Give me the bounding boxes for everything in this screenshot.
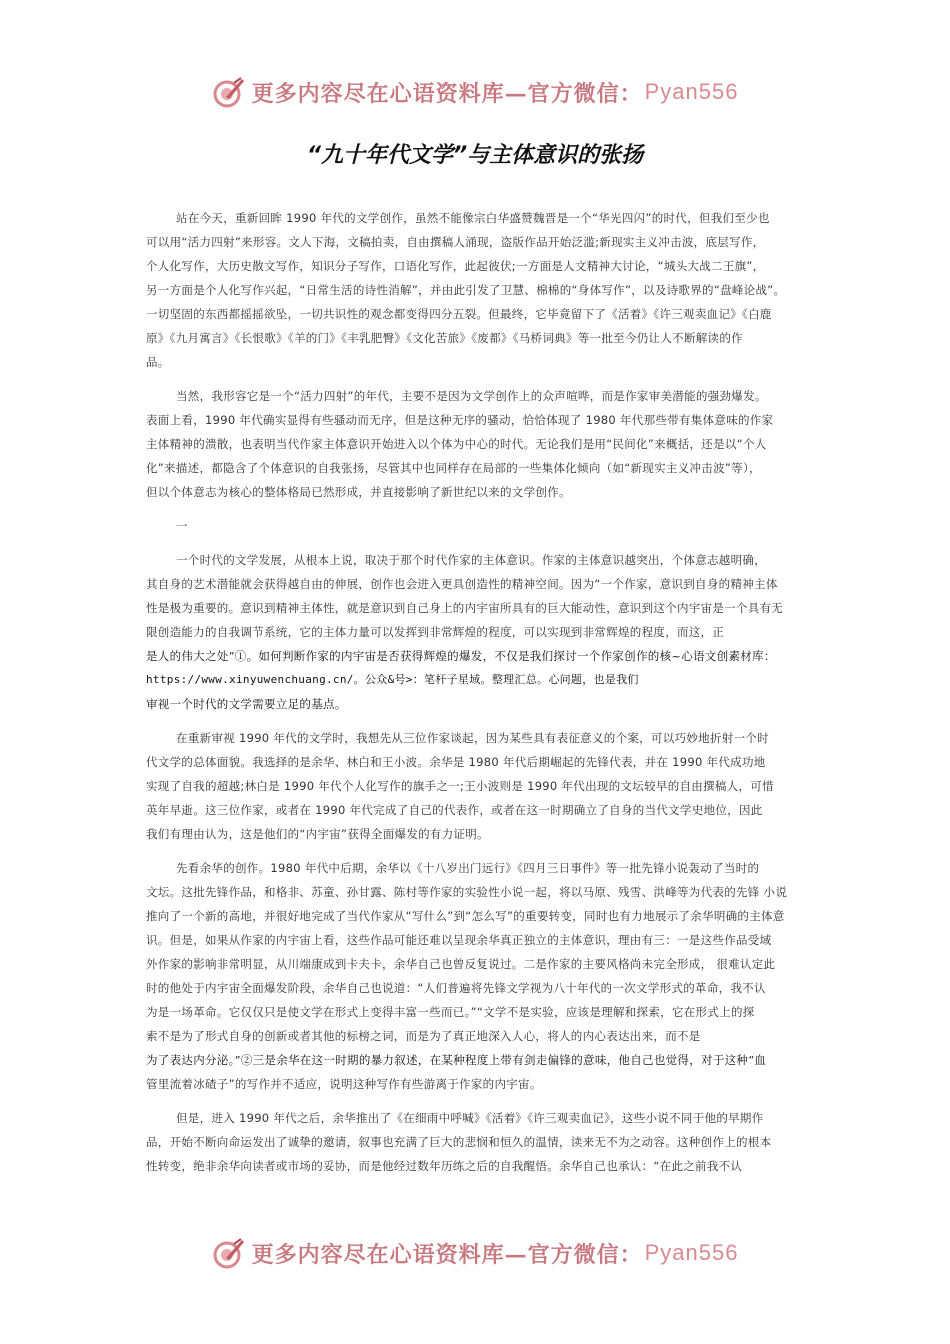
article-body [146, 206, 814, 1178]
text-line: 外作家的影响非常明显，从川端康成到卡夫卡，余华自己也曾反复说过。二是作家的主要风格尚未完全形成， 很难认定此 [146, 957, 776, 971]
text-line: 英年早逝。这三位作家，或者在 1990 年代完成了自己的代表作，或者在这一时期确立了自身的当代文学史地位，因此 [146, 803, 763, 817]
text-line: 文坛。这批先锋作品，和格非、苏童、孙甘露、陈村等作家的实验性小说一起，将以马原、残雪、洪峰等为代表的先锋 小说 [146, 885, 788, 899]
header-banner [0, 72, 950, 112]
footer-banner [0, 1233, 950, 1273]
text-line: 但是，进入 1990 年代之后，余华推出了《在细雨中呼喊》《活着》《许三观卖血记》，这些小说不同于他的早期作 [176, 1111, 764, 1125]
text-line: 限创造能力的自我调节系统，它的主体力量可以发挥到非常辉煌的程度，可以实现到非常辉煌的程度，而这，正 [146, 625, 725, 639]
text-line: 当然，我形容它是一个“活力四射”的年代，主要不是因为文学创作上的众声喧哗，而是作家审美潜能的强劲爆发。 [176, 389, 767, 403]
text-line: 站在今天，重新回眸 1990 年代的文学创作，虽然不能像宗白华盛赞魏晋是一个“华光四闪”的时代，但我们至少也 [176, 211, 770, 225]
quill-logo-icon [212, 75, 246, 109]
text-line: 实现了自我的超越;林白是 1990 年代个人化写作的旗手之一;王小波则是 1990 年代出现的文坛较早的自由撰稿人，可惜 [146, 779, 774, 793]
text-line: 原》《九月寓言》《长恨歌》《羊的门》《丰乳肥臀》《文化苦旅》《废都》《马桥词典》等一批至今仍让人不断解读的作 [146, 331, 743, 345]
text-line: 品，开始不断向命运发出了诚挚的邀请，叙事也充满了巨大的悲悯和恒久的温情，读来无不为之动容。这种创作上的根本 [146, 1135, 772, 1149]
text-line: 时的他处于内宇宙全面爆发阶段，余华自己也说道：“人们普遍将先锋文学视为八十年代的一次文学形式的革命，我不认 [146, 981, 766, 995]
text-line: 我们有理由认为，这是他们的“内宇宙”获得全面爆发的有力证明。 [146, 827, 489, 841]
text-line: 表面上看，1990 年代确实显得有些骚动而无序，但是这种无序的骚动，恰恰体现了 1980 年代那些带有集体意味的作家 [146, 413, 774, 427]
text-line: 为是一场革命。它仅仅只是使文学在形式上变得丰富一些而已。”“文学不是实验，应该是理解和探索，它在形式上的探 [146, 1005, 755, 1019]
quill-logo-icon [212, 1236, 246, 1270]
text-line: 在重新审视 1990 年代的文学时，我想先从三位作家谈起，因为某些具有表征意义的个案，可以巧妙地折射一个时 [176, 731, 769, 745]
text-line: 品。 [146, 355, 170, 369]
text-line: 一切坚固的东西都摇摇欲坠，一切共识性的观念都变得四分五裂。但最终，它毕竟留下了《活着》《许三观卖血记》《白鹿 [146, 307, 772, 321]
text-line: 性转变，绝非余华向读者或市场的妥协，而是他经过数年历练之后的自我醒悟。余华自己也承认：“在此之前我不认 [146, 1159, 743, 1173]
text-line: 管里流着冰碴子”的写作并不适应，说明这种写作有些游离于作家的内宇宙。 [146, 1077, 542, 1091]
banner-wechat-id: Pyan556 [644, 1240, 739, 1265]
text-line: 性是极为重要的。意识到精神主体性，就是意识到自己身上的内宇宙所具有的巨大能动性，意识到这个内宇宙是一个具有无 [146, 601, 784, 615]
text-line: 推向了一个新的高地，并很好地完成了当代作家从“写什么”到“怎么写”的重要转变，同时也有力地展示了余华明确的主体意 [146, 909, 785, 923]
text-line: 个人化写作，大历史散文写作，知识分子写作，口语化写作，此起彼伏;一方面是人文精神大讨论，“城头大战二王旗”， [146, 259, 765, 273]
text-line: 先看余华的创作。1980 年代中后期，余华以《十八岁出门远行》《四月三日事件》等一批先锋小说轰动了当时的 [176, 861, 760, 875]
banner-text: 更多内容尽在心语资料库—官方微信： [251, 1241, 643, 1268]
text-line: 另一方面是个人化写作兴起，“日常生活的诗性消解”，并由此引发了卫慧、棉棉的“身体写作”，以及诗歌界的“盘峰论战”。 [146, 283, 786, 297]
text-line: 一个时代的文学发展，从根本上说，取决于那个时代作家的主体意识。作家的主体意识越突出，个体意志越明确， [176, 553, 766, 567]
text-line: 但以个体意志为核心的整体格局已然形成，并直接影响了新世纪以来的文学创作。 [146, 485, 571, 499]
text-line: 审视一个时代的文学需要立足的基点。 [146, 697, 347, 711]
text-line: 主体精神的溃散，也表明当代作家主体意识开始进入以个体为中心的时代。无论我们是用“民间化”来概括，还是以“个人 [146, 437, 767, 451]
text-line: 代文学的总体面貌。我选择的是余华、林白和王小波。余华是 1980 年代后期崛起的先锋代表，并在 1990 年代成功地 [146, 755, 766, 769]
section-number: 一 [176, 519, 188, 533]
source-link-line: https://www.xinyuwenchuang.cn/。公众&号>：笔杆子星域。整理汇总。心问题，也是我们 [146, 673, 639, 686]
text-line: 化”来描述，都隐含了个体意识的自我张扬，尽管其中也同样存在局部的一些集体化倾向（如“新现实主义冲击波”等）， [146, 461, 761, 475]
text-line: 是人的伟大之处”①。如何判断作家的内宇宙是否获得辉煌的爆发，不仅是我们探讨一个作家创作的核~心语文创素材库： [146, 649, 776, 663]
banner-wechat-id: Pyan556 [644, 79, 739, 104]
text-line: 识。但是，如果从作家的内宇宙上看，这些作品可能还难以呈现余华真正独立的主体意识，理由有三：一是这些作品受域 [146, 933, 772, 947]
text-line: 为了表达内分泌。”②三是余华在这一时期的暴力叙述，在某种程度上带有剑走偏锋的意味，他自己也觉得，对于这种“血 [146, 1053, 767, 1067]
text-line: 索不是为了形式自身的创新或者其他的标榜之词，而是为了真正地深入人心，将人的内心表达出来，而不是 [146, 1029, 701, 1043]
article-title: “九十年代文学”与主体意识的张扬 [306, 143, 644, 168]
text-line: 其自身的艺术潜能就会获得越自由的伸展，创作也会进入更具创造性的精神空间。因为“一个作家，意识到自身的精神主体 [146, 577, 778, 591]
banner-text: 更多内容尽在心语资料库—官方微信： [251, 80, 643, 107]
text-line: 可以用“活力四射”来形容。文人下海，文稿拍卖，自由撰稿人涌现，盗版作品开始泛滥;新现实主义冲击波，底层写作， [146, 235, 765, 249]
